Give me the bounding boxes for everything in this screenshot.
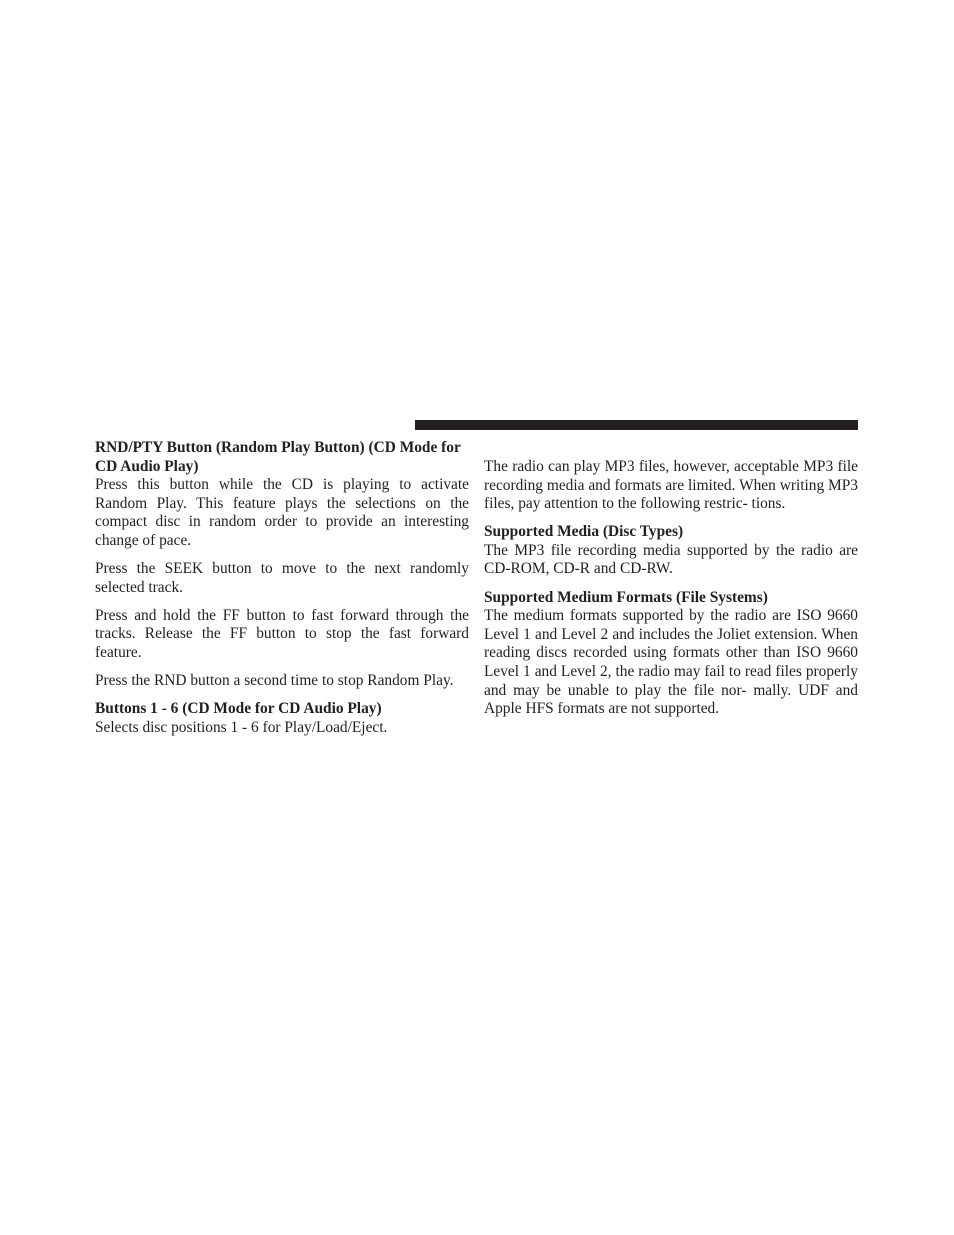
seek-paragraph: Press the SEEK button to move to the next randomly selected track.: [95, 560, 469, 596]
supported-formats-paragraph: The medium formats supported by the radio are ISO 9660 Level 1 and Level 2 and includes the Joliet extension. When reading discs recorded using formats other than ISO 9660 Level 1 and Level 2, the radio may fail to read files properly and may be unable to play the file nor- mally. UDF and Apple HFS formats are not supported.: [484, 607, 858, 718]
stop-random-paragraph: Press the RND button a second time to stop Random Play.: [95, 672, 454, 690]
right-column: [484, 458, 858, 719]
mp3-intro-paragraph: The radio can play MP3 files, however, acceptable MP3 file recording media and formats are limited. When writing MP3 files, pay attention to the following restric- tions.: [484, 458, 858, 513]
supported-media-heading: Supported Media (Disc Types): [484, 523, 684, 541]
supported-media-paragraph: The MP3 file recording media supported by the radio are CD-ROM, CD-R and CD-RW.: [484, 541, 858, 578]
left-column: [95, 439, 469, 737]
fast-forward-paragraph: Press and hold the FF button to fast forward through the tracks. Release the FF button to stop the fast forward feature.: [95, 606, 469, 661]
section-header-bar: [415, 420, 858, 430]
buttons-1-6-heading: Buttons 1 - 6 (CD Mode for CD Audio Play): [95, 700, 382, 718]
rnd-pty-button-heading: RND/PTY Button (Random Play Button) (CD Mode for CD Audio Play): [95, 439, 461, 475]
disc-positions-paragraph: Selects disc positions 1 - 6 for Play/Load/Eject.: [95, 718, 388, 736]
rnd-description-paragraph: Press this button while the CD is playing to activate Random Play. This feature plays the selections on the compact disc in random order to provide an interesting change of pace.: [95, 476, 469, 549]
supported-formats-heading: Supported Medium Formats (File Systems): [484, 588, 768, 606]
